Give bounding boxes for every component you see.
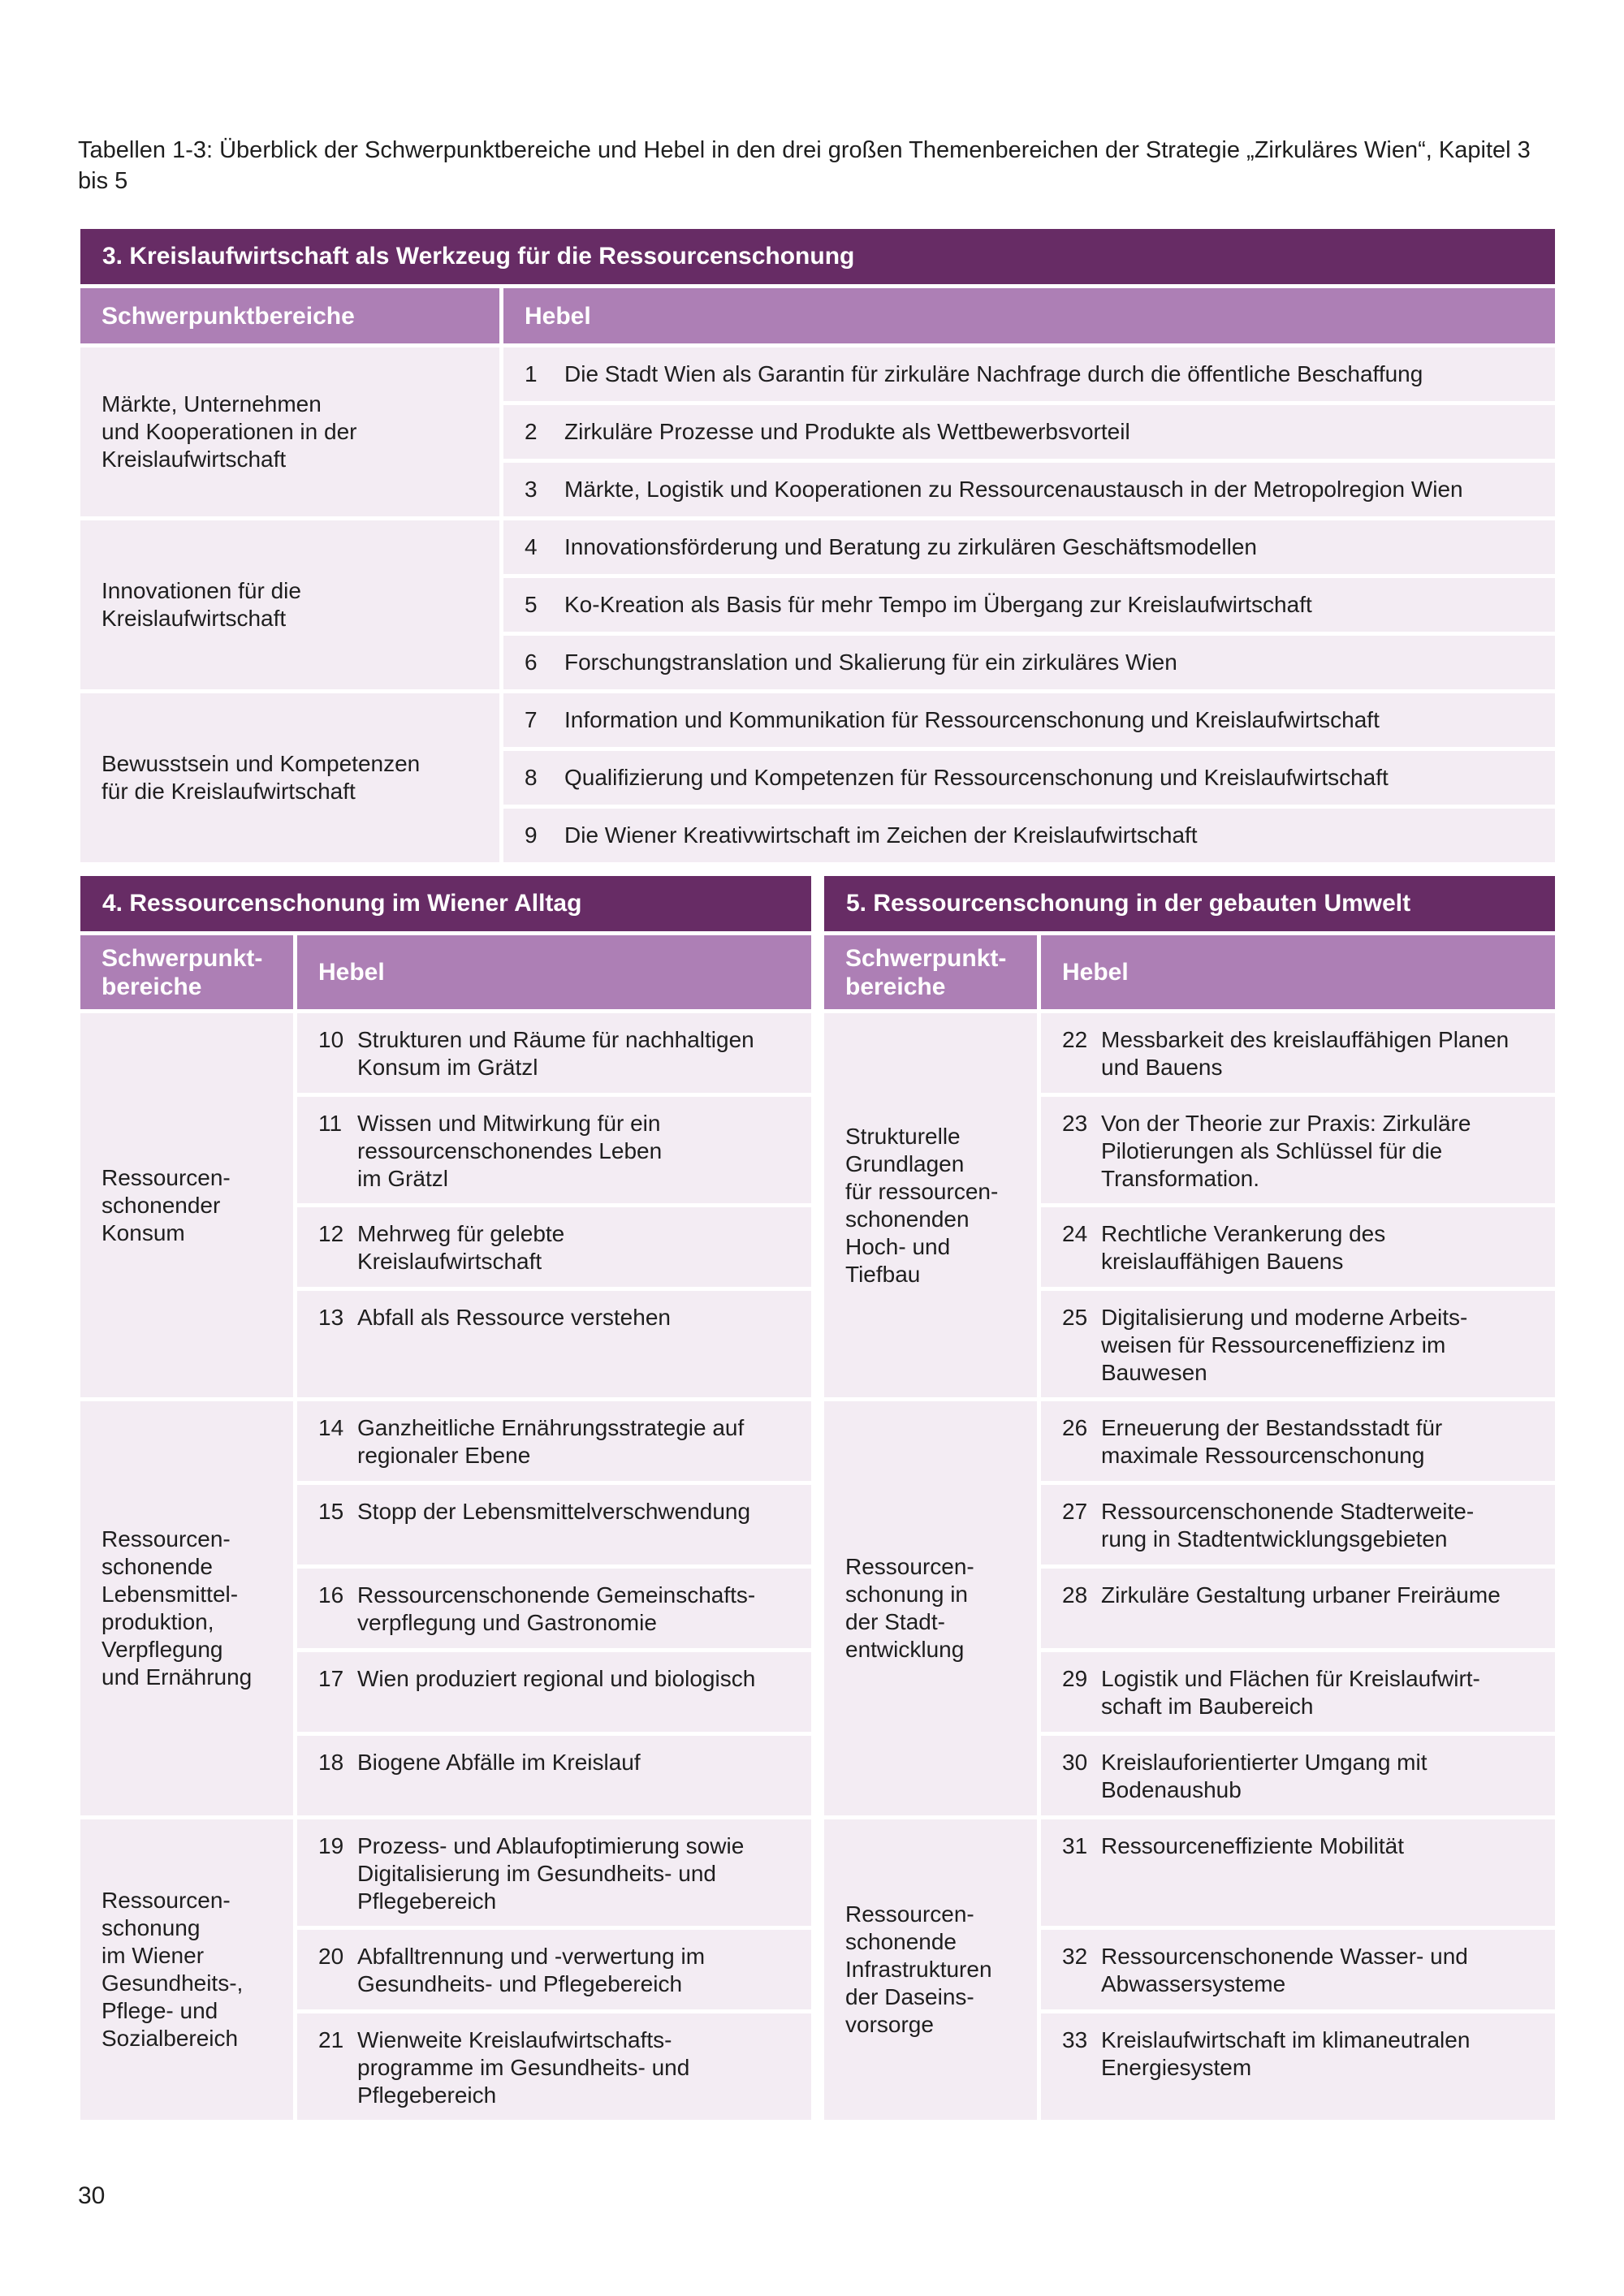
schwerpunkt-label: Bewusstsein und Kompetenzen für die Kreislaufwirtschaft <box>102 751 421 804</box>
column-header-hebel: Hebel <box>1041 935 1555 1009</box>
hebel-text: Wien produziert regional und biologisch <box>357 1666 756 1691</box>
hebel-text: Strukturen und Räume für nachhaltigen Konsum im Grätzl <box>357 1027 754 1080</box>
hebel-number: 32 <box>1062 1944 1088 1969</box>
page-number: 30 <box>78 2182 106 2209</box>
hebel-number: 3 <box>525 477 538 502</box>
hebel-row <box>503 463 1555 516</box>
hebel-number: 9 <box>525 822 538 848</box>
hebel-number: 22 <box>1062 1027 1088 1052</box>
hebel-row <box>297 1652 811 1732</box>
hebel-row <box>297 1401 811 1481</box>
hebel-text: Kreislauforientierter Umgang mit Bodenaushub <box>1101 1750 1427 1802</box>
hebel-row <box>503 809 1555 862</box>
column-header-schwerpunktbereiche: Schwerpunkt- bereiche <box>824 935 1037 1009</box>
hebel-text: Messbarkeit des kreislauffähigen Planen und Bauens <box>1101 1027 1510 1080</box>
hebel-number: 6 <box>525 650 538 675</box>
hebel-number: 18 <box>318 1750 344 1775</box>
schwerpunkt-label: Ressourcen- schonende Lebensmittel- produktion, Verpflegung und Ernährung <box>102 1526 253 1690</box>
hebel-number: 12 <box>318 1221 344 1246</box>
hebel-row <box>297 1097 811 1203</box>
hebel-number: 30 <box>1062 1750 1088 1775</box>
hebel-number: 5 <box>525 592 538 617</box>
table-wiener-alltag <box>80 876 811 2120</box>
hebel-text: Zirkuläre Gestaltung urbaner Freiräume <box>1101 1582 1501 1608</box>
hebel-text: Information und Kommunikation für Ressourcenschonung und Kreislaufwirtschaft <box>564 707 1380 732</box>
hebel-row <box>1041 1207 1555 1287</box>
hebel-text: Abfalltrennung und -verwertung im Gesundheits- und Pflegebereich <box>357 1944 706 1996</box>
hebel-row <box>297 1207 811 1287</box>
schwerpunkt-cell <box>80 520 499 689</box>
hebel-text: Mehrweg für gelebte Kreislaufwirtschaft <box>357 1221 565 1274</box>
column-header-hebel: Hebel <box>503 288 1555 343</box>
hebel-number: 26 <box>1062 1415 1088 1440</box>
hebel-number: 29 <box>1062 1666 1088 1691</box>
table-gebaute-umwelt <box>824 876 1555 2120</box>
hebel-number: 27 <box>1062 1499 1088 1524</box>
column-header-hebel: Hebel <box>297 935 811 1009</box>
hebel-row <box>503 405 1555 459</box>
hebel-row <box>1041 1736 1555 1815</box>
hebel-number: 17 <box>318 1666 344 1691</box>
hebel-number: 24 <box>1062 1221 1088 1246</box>
hebel-text: Wienweite Kreislaufwirtschafts- programme im Gesundheits- und Pflegebereich <box>357 2027 690 2108</box>
hebel-row <box>297 1930 811 2009</box>
hebel-row <box>503 693 1555 747</box>
hebel-row <box>1041 1485 1555 1564</box>
hebel-row <box>503 636 1555 689</box>
hebel-row <box>297 1291 811 1397</box>
hebel-row <box>297 1736 811 1815</box>
hebel-row <box>503 751 1555 805</box>
hebel-text: Prozess- und Ablaufoptimierung sowie Digitalisierung im Gesundheits- und Pflegebereich <box>357 1833 745 1914</box>
schwerpunkt-cell <box>824 1401 1037 1815</box>
hebel-number: 13 <box>318 1305 344 1330</box>
hebel-row <box>297 1485 811 1564</box>
hebel-number: 2 <box>525 419 538 444</box>
schwerpunkt-label: Ressourcen- schonung im Wiener Gesundheits-, Pflege- und Sozialbereich <box>102 1888 244 2051</box>
column-header-schwerpunktbereiche: Schwerpunkt- bereiche <box>80 935 293 1009</box>
hebel-number: 4 <box>525 534 538 559</box>
schwerpunkt-cell <box>80 693 499 862</box>
table-kreislaufwirtschaft <box>80 229 1555 862</box>
schwerpunkt-label: Ressourcen- schonender Konsum <box>102 1164 231 1245</box>
schwerpunkt-cell <box>80 347 499 516</box>
hebel-row <box>1041 1652 1555 1732</box>
hebel-text: Erneuerung der Bestandsstadt für maximale Ressourcenschonung <box>1101 1415 1443 1468</box>
hebel-row <box>297 1819 811 1926</box>
hebel-row <box>503 520 1555 574</box>
hebel-text: Ganzheitliche Ernährungsstrategie auf regionaler Ebene <box>357 1415 745 1468</box>
page-caption: Tabellen 1-3: Überblick der Schwerpunktbereiche und Hebel in den drei großen Themenbereichen der Strategie „Zirkuläres Wien“, Kapitel 3 bis 5 <box>78 137 1531 194</box>
hebel-number: 21 <box>318 2027 344 2052</box>
hebel-row <box>1041 1819 1555 1926</box>
schwerpunkt-cell <box>824 1819 1037 2120</box>
hebel-row <box>1041 1097 1555 1203</box>
table-title: 3. Kreislaufwirtschaft als Werkzeug für die Ressourcenschonung <box>80 229 1555 284</box>
hebel-text: Die Stadt Wien als Garantin für zirkuläre Nachfrage durch die öffentliche Beschaffung <box>564 361 1423 386</box>
hebel-text: Innovationsförderung und Beratung zu zirkulären Geschäftsmodellen <box>564 534 1257 559</box>
schwerpunkt-cell <box>80 1819 293 2120</box>
schwerpunkt-label: Märkte, Unternehmen und Kooperationen in der Kreislaufwirtschaft <box>102 391 357 472</box>
schwerpunkt-cell <box>80 1401 293 1815</box>
hebel-number: 7 <box>525 707 538 732</box>
hebel-number: 25 <box>1062 1305 1088 1330</box>
hebel-number: 15 <box>318 1499 344 1524</box>
schwerpunkt-cell <box>824 1013 1037 1397</box>
hebel-number: 28 <box>1062 1582 1088 1608</box>
hebel-text: Forschungstranslation und Skalierung für ein zirkuläres Wien <box>564 650 1177 675</box>
column-header-schwerpunktbereiche: Schwerpunktbereiche <box>80 288 499 343</box>
table-title: 4. Ressourcenschonung im Wiener Alltag <box>80 876 811 931</box>
schwerpunkt-label: Strukturelle Grundlagen für ressourcen- schonenden Hoch- und Tiefbau <box>845 1123 999 1287</box>
hebel-text: Biogene Abfälle im Kreislauf <box>357 1750 641 1775</box>
hebel-text: Wissen und Mitwirkung für ein ressourcenschonendes Leben im Grätzl <box>357 1111 663 1191</box>
schwerpunkt-label: Ressourcen- schonende Infrastrukturen der Daseins- vorsorge <box>845 1901 992 2037</box>
hebel-row <box>1041 1930 1555 2009</box>
hebel-number: 16 <box>318 1582 344 1608</box>
hebel-text: Logistik und Flächen für Kreislaufwirt- schaft im Baubereich <box>1101 1666 1480 1719</box>
hebel-number: 1 <box>525 361 538 386</box>
hebel-text: Ressourcenschonende Stadterweite- rung in Stadtentwicklungsgebieten <box>1101 1499 1475 1552</box>
schwerpunkt-label: Ressourcen- schonung in der Stadt- entwicklung <box>845 1554 974 1662</box>
hebel-text: Ressourcenschonende Gemeinschafts- verpflegung und Gastronomie <box>357 1582 756 1635</box>
hebel-number: 23 <box>1062 1111 1088 1136</box>
hebel-number: 20 <box>318 1944 344 1969</box>
hebel-row <box>503 578 1555 632</box>
hebel-row <box>1041 1401 1555 1481</box>
hebel-text: Ressourceneffiziente Mobilität <box>1101 1833 1405 1858</box>
table-title: 5. Ressourcenschonung in der gebauten Umwelt <box>824 876 1555 931</box>
hebel-text: Märkte, Logistik und Kooperationen zu Ressourcenaustausch in der Metropolregion Wien <box>564 477 1463 502</box>
hebel-text: Ko-Kreation als Basis für mehr Tempo im Übergang zur Kreislaufwirtschaft <box>564 592 1312 617</box>
hebel-number: 19 <box>318 1833 344 1858</box>
hebel-row <box>1041 1291 1555 1397</box>
hebel-number: 11 <box>318 1111 343 1136</box>
hebel-row <box>1041 1569 1555 1648</box>
hebel-text: Ressourcenschonende Wasser- und Abwassersysteme <box>1101 1944 1468 1996</box>
schwerpunkt-label: Innovationen für die Kreislaufwirtschaft <box>102 578 301 631</box>
hebel-text: Abfall als Ressource verstehen <box>357 1305 671 1330</box>
hebel-text: Von der Theorie zur Praxis: Zirkuläre Pilotierungen als Schlüssel für die Transformation. <box>1101 1111 1471 1191</box>
hebel-row <box>297 1569 811 1648</box>
schwerpunkt-cell <box>80 1013 293 1397</box>
hebel-text: Rechtliche Verankerung des kreislauffähigen Bauens <box>1101 1221 1386 1274</box>
hebel-number: 33 <box>1062 2027 1088 2052</box>
hebel-row <box>1041 1013 1555 1093</box>
hebel-row <box>503 347 1555 401</box>
hebel-text: Die Wiener Kreativwirtschaft im Zeichen der Kreislaufwirtschaft <box>564 822 1198 848</box>
hebel-text: Qualifizierung und Kompetenzen für Ressourcenschonung und Kreislaufwirtschaft <box>564 765 1389 790</box>
hebel-row <box>297 1013 811 1093</box>
hebel-number: 10 <box>318 1027 344 1052</box>
hebel-text: Kreislaufwirtschaft im klimaneutralen Energiesystem <box>1101 2027 1471 2080</box>
hebel-row <box>297 2013 811 2120</box>
hebel-number: 31 <box>1062 1833 1088 1858</box>
hebel-text: Stopp der Lebensmittelverschwendung <box>357 1499 751 1524</box>
hebel-row <box>1041 2013 1555 2120</box>
hebel-text: Digitalisierung und moderne Arbeits- weisen für Ressourceneffizienz im Bauwesen <box>1101 1305 1468 1385</box>
hebel-number: 14 <box>318 1415 344 1440</box>
hebel-number: 8 <box>525 765 538 790</box>
hebel-text: Zirkuläre Prozesse und Produkte als Wettbewerbsvorteil <box>564 419 1130 444</box>
